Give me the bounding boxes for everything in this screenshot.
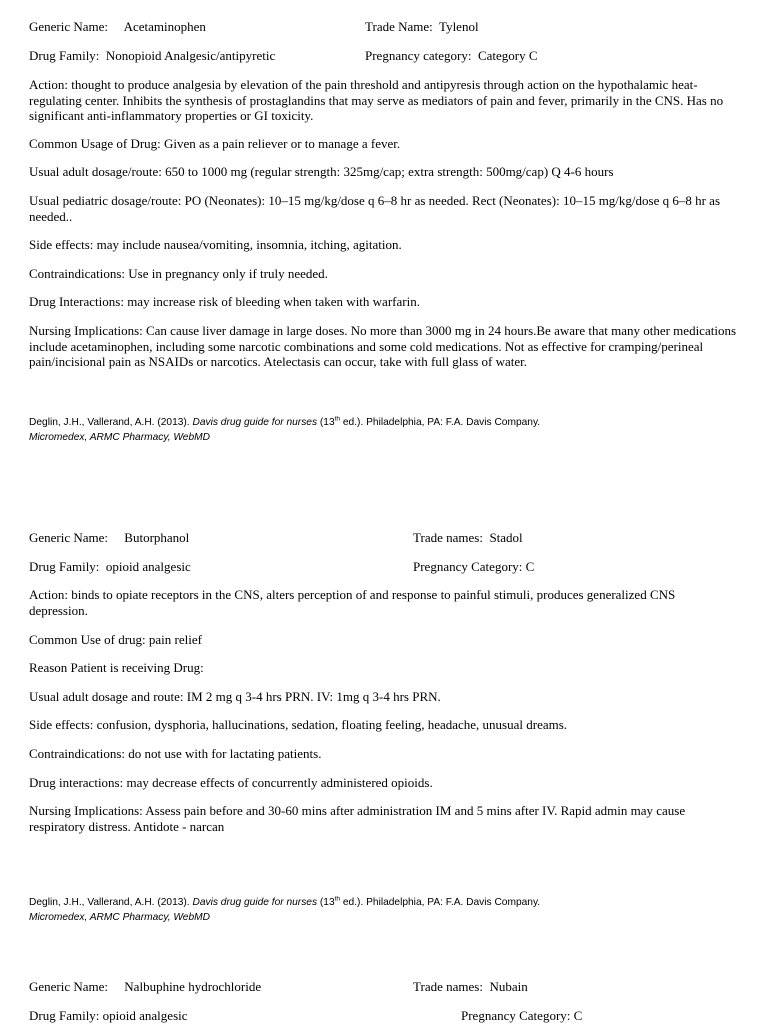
pregnancy-category-value: C xyxy=(525,559,535,574)
citation-edition-open: (13 xyxy=(319,897,335,908)
citation-title: Davis drug guide for nurses xyxy=(192,897,318,908)
pregnancy-category-row xyxy=(461,1008,582,1024)
citation-edition-sup: th xyxy=(334,415,341,423)
citation-title: Davis drug guide for nurses xyxy=(192,417,318,428)
generic-name-value: Acetaminophen xyxy=(123,19,206,34)
common-usage-paragraph: Common Usage of Drug: Given as a pain reliever or to manage a fever. xyxy=(29,136,401,151)
drug-family-label: Drug Family: xyxy=(29,48,100,63)
nursing-implications-paragraph: Nursing Implications: Assess pain before and 30-60 mins after administration IM and 5 mins after IV. Rapid admin may cause respiratory distress. Antidote - narcan xyxy=(29,803,686,834)
contraindications-paragraph: Contraindications: do not use with for lactating patients. xyxy=(29,746,322,761)
pregnancy-category-row xyxy=(365,48,538,64)
drug-family-value: opioid analgesic xyxy=(105,559,191,574)
trade-name-value: Tylenol xyxy=(439,19,479,34)
generic-name-value: Butorphanol xyxy=(124,530,190,545)
nursing-implications-paragraph: Nursing Implications: Can cause liver damage in large doses. No more than 3000 mg in 24 hours.Be aware that many other medications include acetaminophen, including some narcotic combinations and some cold medications. Not as effective for cramping/perineal pain/incisional pain as NSAIDs or narcotics. Atelectasis can occur, take with full glass of water. xyxy=(29,323,737,369)
pediatric-dosage-paragraph: Usual pediatric dosage/route: PO (Neonates): 10–15 mg/kg/dose q 6–8 hr as needed. Rect (Neonates): 10–15 mg/kg/dose q 6–8 hr as needed.. xyxy=(29,193,721,224)
citation-edition-sup: th xyxy=(334,895,341,903)
generic-name-row xyxy=(29,530,189,546)
pregnancy-category-label: Pregnancy Category: xyxy=(461,1008,571,1023)
citation-sources xyxy=(29,430,210,445)
drug-family-row xyxy=(29,48,275,64)
pregnancy-category-label: Pregnancy Category: xyxy=(413,559,523,574)
generic-name-label: Generic Name: xyxy=(29,530,109,545)
citation-edition-close: ed.). Philadelphia, PA: F.A. Davis Company. xyxy=(342,897,541,908)
generic-name-label: Generic Name: xyxy=(29,19,109,34)
citation-reference xyxy=(29,895,540,910)
citation-edition-close: ed.). Philadelphia, PA: F.A. Davis Company. xyxy=(342,417,541,428)
citation-sources-text: Micromedex, ARMC Pharmacy, WebMD xyxy=(29,432,210,443)
pregnancy-category-value: C xyxy=(573,1008,583,1023)
drug-family-label: Drug Family: xyxy=(29,1008,100,1023)
drug-family-label: Drug Family: xyxy=(29,559,100,574)
generic-name-row xyxy=(29,19,206,35)
citation-authors: Deglin, J.H., Vallerand, A.H. (2013). xyxy=(29,897,190,908)
side-effects-paragraph: Side effects: confusion, dysphoria, hallucinations, sedation, floating feeling, headache, unusual dreams. xyxy=(29,717,568,732)
trade-name-label: Trade names: xyxy=(413,530,483,545)
pregnancy-category-label: Pregnancy category: xyxy=(365,48,472,63)
adult-dosage-paragraph: Usual adult dosage/route: 650 to 1000 mg (regular strength: 325mg/cap; extra strength: 500mg/cap) Q 4-6 hours xyxy=(29,164,614,179)
drug-family-row xyxy=(29,1008,188,1024)
drug-family-value: opioid analgesic xyxy=(102,1008,188,1023)
generic-name-row xyxy=(29,979,261,995)
trade-name-row xyxy=(365,19,479,35)
drug-family-value: Nonopioid Analgesic/antipyretic xyxy=(105,48,276,63)
citation-reference xyxy=(29,415,540,430)
generic-name-label: Generic Name: xyxy=(29,979,109,994)
trade-name-value: Stadol xyxy=(489,530,523,545)
common-use-paragraph: Common Use of drug: pain relief xyxy=(29,632,202,647)
trade-name-label: Trade names: xyxy=(413,979,483,994)
citation-authors: Deglin, J.H., Vallerand, A.H. (2013). xyxy=(29,417,190,428)
drug-interactions-paragraph: Drug Interactions: may increase risk of bleeding when taken with warfarin. xyxy=(29,294,420,309)
citation-sources xyxy=(29,910,210,925)
action-paragraph: Action: binds to opiate receptors in the CNS, alters perception of and response to painful stimuli, produces generalized CNS depression. xyxy=(29,587,676,618)
trade-name-value: Nubain xyxy=(489,979,528,994)
generic-name-value: Nalbuphine hydrochloride xyxy=(124,979,262,994)
pregnancy-category-row xyxy=(413,559,534,575)
side-effects-paragraph: Side effects: may include nausea/vomiting, insomnia, itching, agitation. xyxy=(29,237,402,252)
trade-name-row xyxy=(413,530,523,546)
trade-name-row xyxy=(413,979,528,995)
reason-receiving-paragraph: Reason Patient is receiving Drug: xyxy=(29,660,204,675)
pregnancy-category-value: Category C xyxy=(477,48,538,63)
action-paragraph: Action: thought to produce analgesia by elevation of the pain threshold and antipyresis through action on the hypothalamic heat-regulating center. Inhibits the synthesis of prostaglandins that may serve as mediators of pain and fever, primarily in the CNS. Has no significant anti-inflammatory properties or GI toxicity. xyxy=(29,77,724,123)
contraindications-paragraph: Contraindications: Use in pregnancy only if truly needed. xyxy=(29,266,328,281)
trade-name-label: Trade Name: xyxy=(365,19,433,34)
drug-interactions-paragraph: Drug interactions: may decrease effects of concurrently administered opioids. xyxy=(29,775,433,790)
citation-edition-open: (13 xyxy=(319,417,335,428)
citation-sources-text: Micromedex, ARMC Pharmacy, WebMD xyxy=(29,912,210,923)
drug-family-row xyxy=(29,559,191,575)
adult-dosage-paragraph: Usual adult dosage and route: IM 2 mg q 3-4 hrs PRN. IV: 1mg q 3-4 hrs PRN. xyxy=(29,689,441,704)
